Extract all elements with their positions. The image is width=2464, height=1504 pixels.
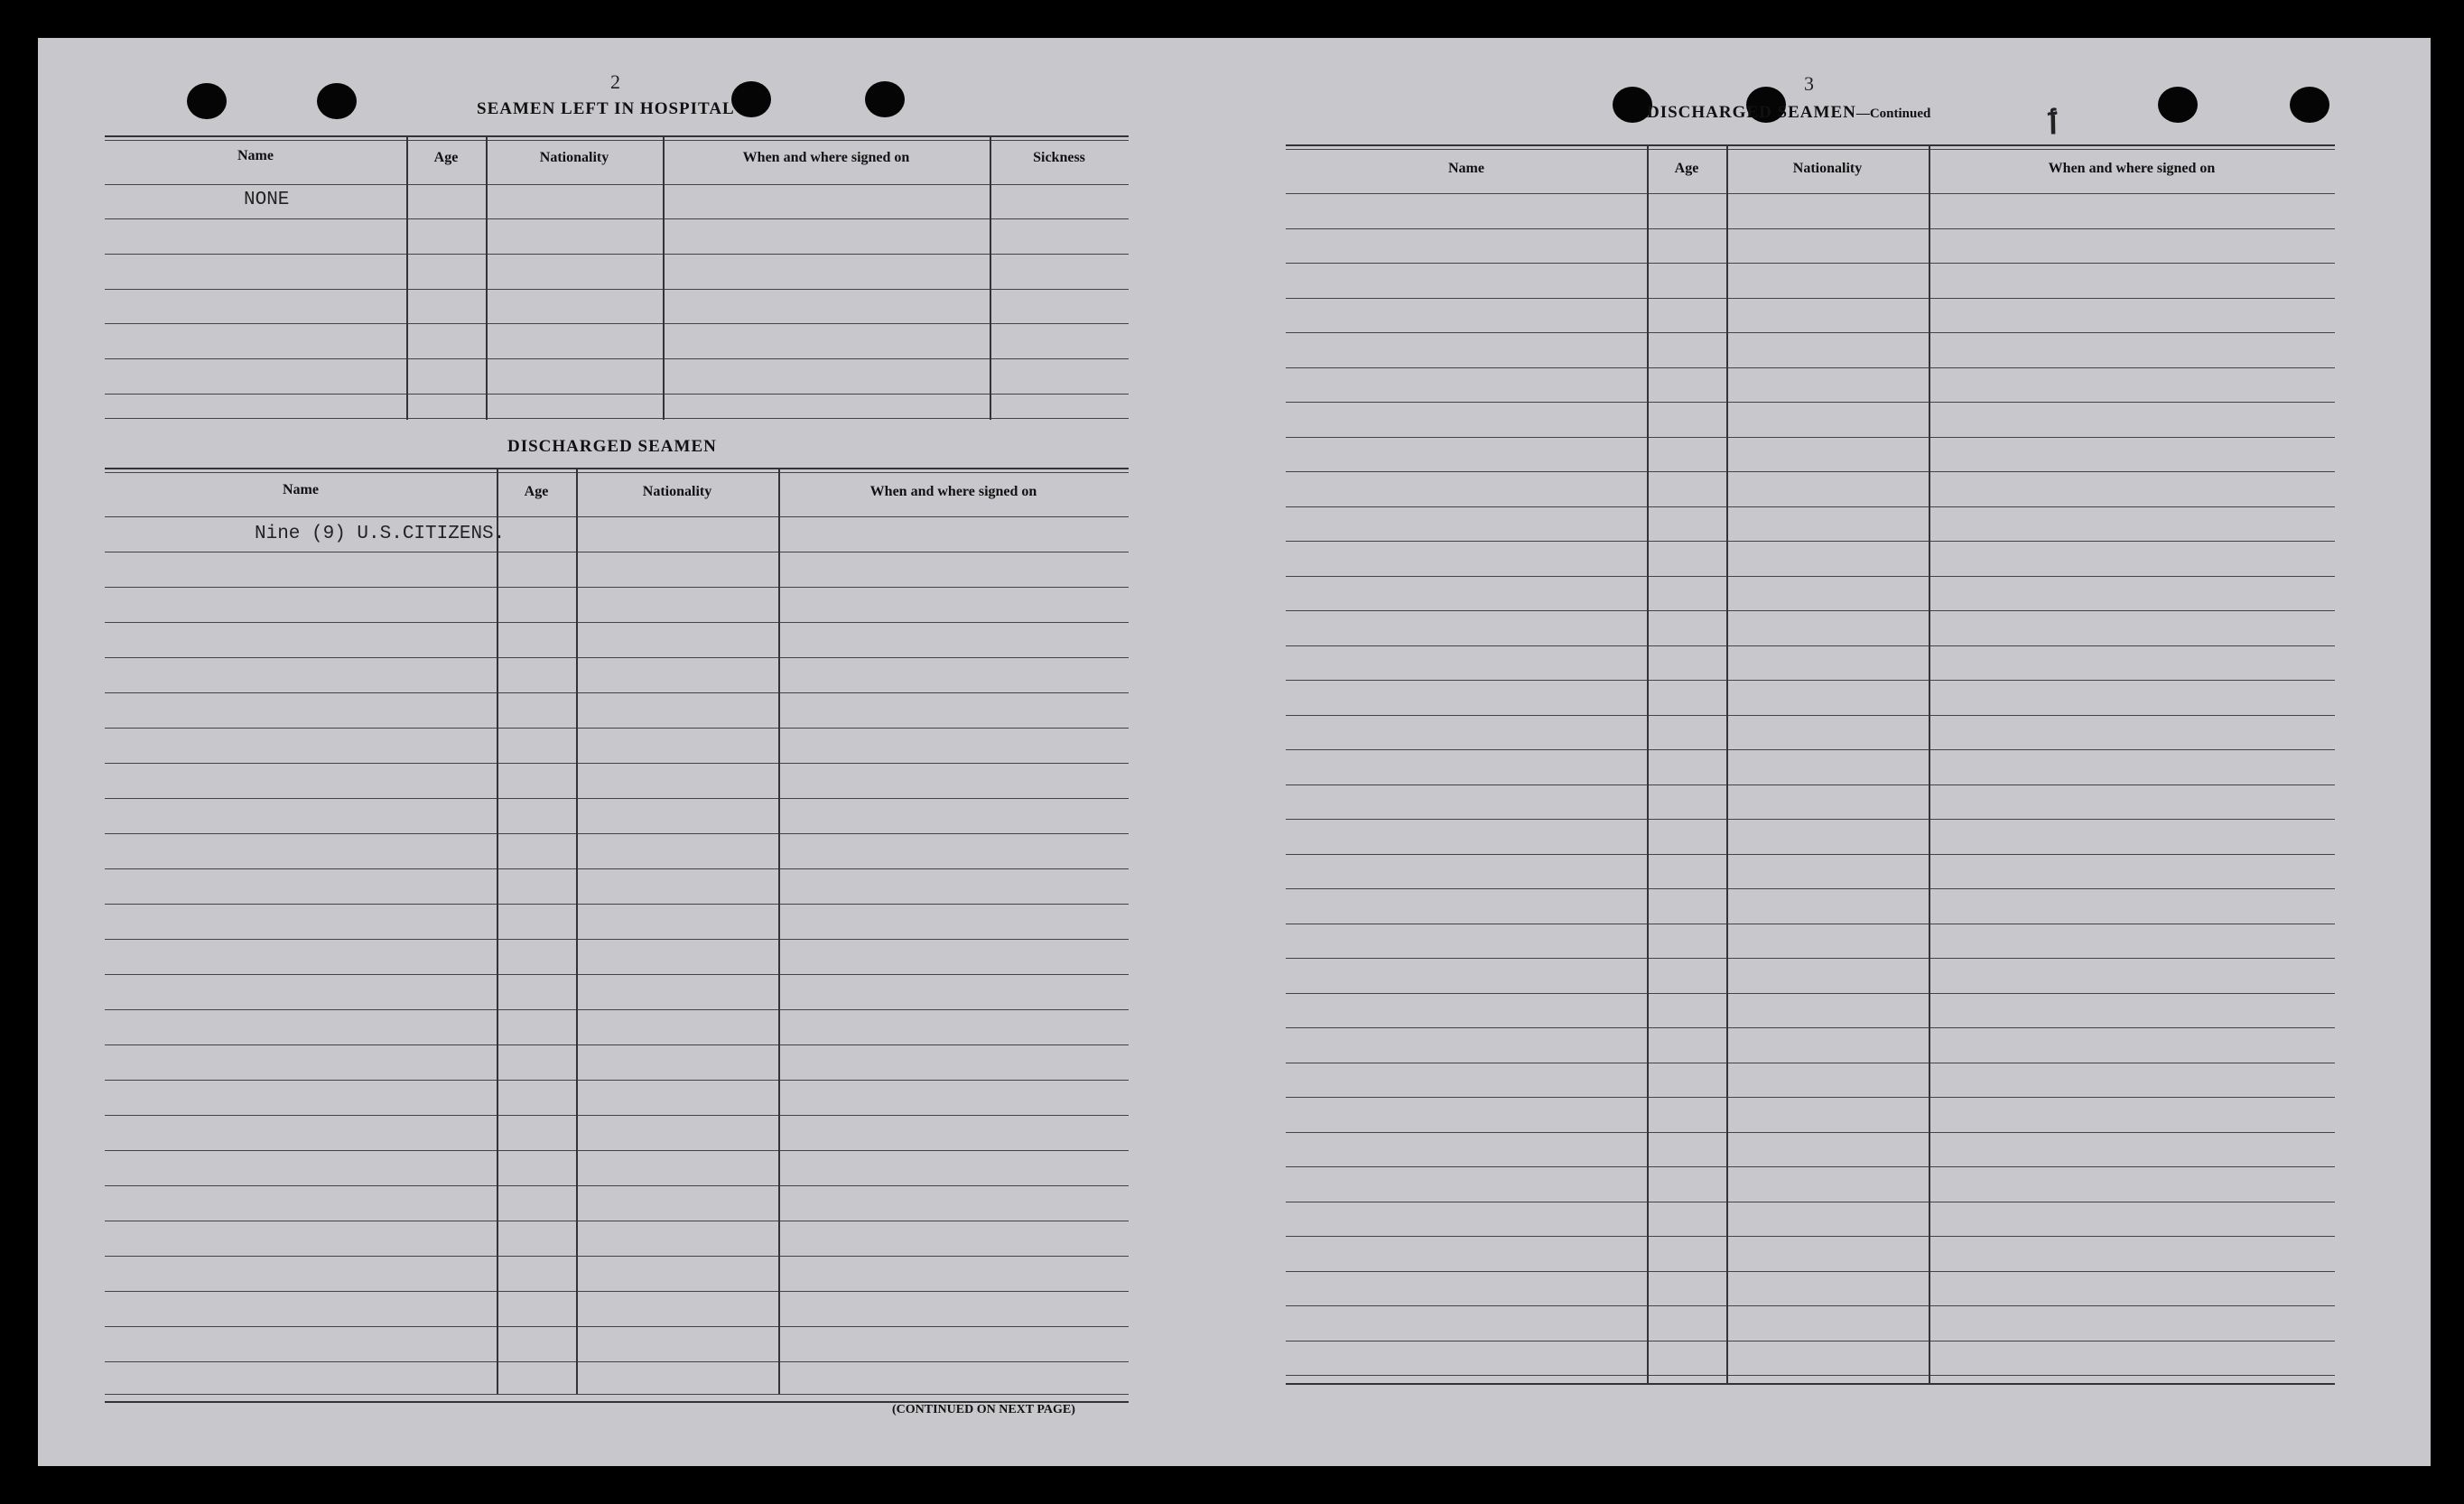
column-header-signed-on: When and where signed on	[2048, 161, 2216, 176]
column-header-age: Age	[433, 150, 459, 165]
discharged-continued-title-main: DISCHARGED SEAMEN	[1647, 103, 1856, 122]
punch-hole	[317, 83, 357, 119]
punch-hole	[2158, 87, 2198, 123]
discharged-continued-title-suffix: —Continued	[1855, 107, 1931, 121]
column-header-name: Name	[237, 148, 274, 163]
column-header-nationality: Nationality	[539, 150, 609, 165]
column-header-signed-on: When and where signed on	[869, 484, 1037, 499]
punch-hole	[865, 81, 905, 117]
hospital-table	[105, 135, 1129, 420]
document-sheet	[38, 38, 2431, 1466]
column-header-age: Age	[1674, 161, 1699, 176]
page-number-left: 2	[610, 70, 620, 93]
discharged-table-left	[105, 468, 1129, 1434]
hospital-entry-name: NONE	[244, 190, 290, 210]
column-header-age: Age	[524, 484, 549, 499]
discharged-entry-name: Nine (9) U.S.CITIZENS.	[255, 524, 506, 544]
hospital-section-title: SEAMEN LEFT IN HOSPITAL	[477, 99, 735, 118]
column-header-name: Name	[283, 482, 319, 497]
discharged-section-title: DISCHARGED SEAMEN	[507, 437, 717, 456]
page-number-right: 3	[1804, 72, 1814, 95]
column-header-signed-on: When and where signed on	[742, 150, 910, 165]
punch-hole	[2290, 87, 2329, 123]
column-header-sickness: Sickness	[1033, 150, 1085, 165]
handwritten-mark: ٲ	[2044, 107, 2062, 141]
column-header-name: Name	[1448, 161, 1484, 176]
discharged-table-right	[1286, 144, 2335, 1426]
continued-footer: (CONTINUED ON NEXT PAGE)	[892, 1403, 1075, 1416]
punch-hole	[731, 81, 771, 117]
punch-hole	[187, 83, 227, 119]
discharged-continued-title	[1647, 103, 1930, 123]
column-header-nationality: Nationality	[1792, 161, 1863, 176]
column-header-nationality: Nationality	[642, 484, 712, 499]
